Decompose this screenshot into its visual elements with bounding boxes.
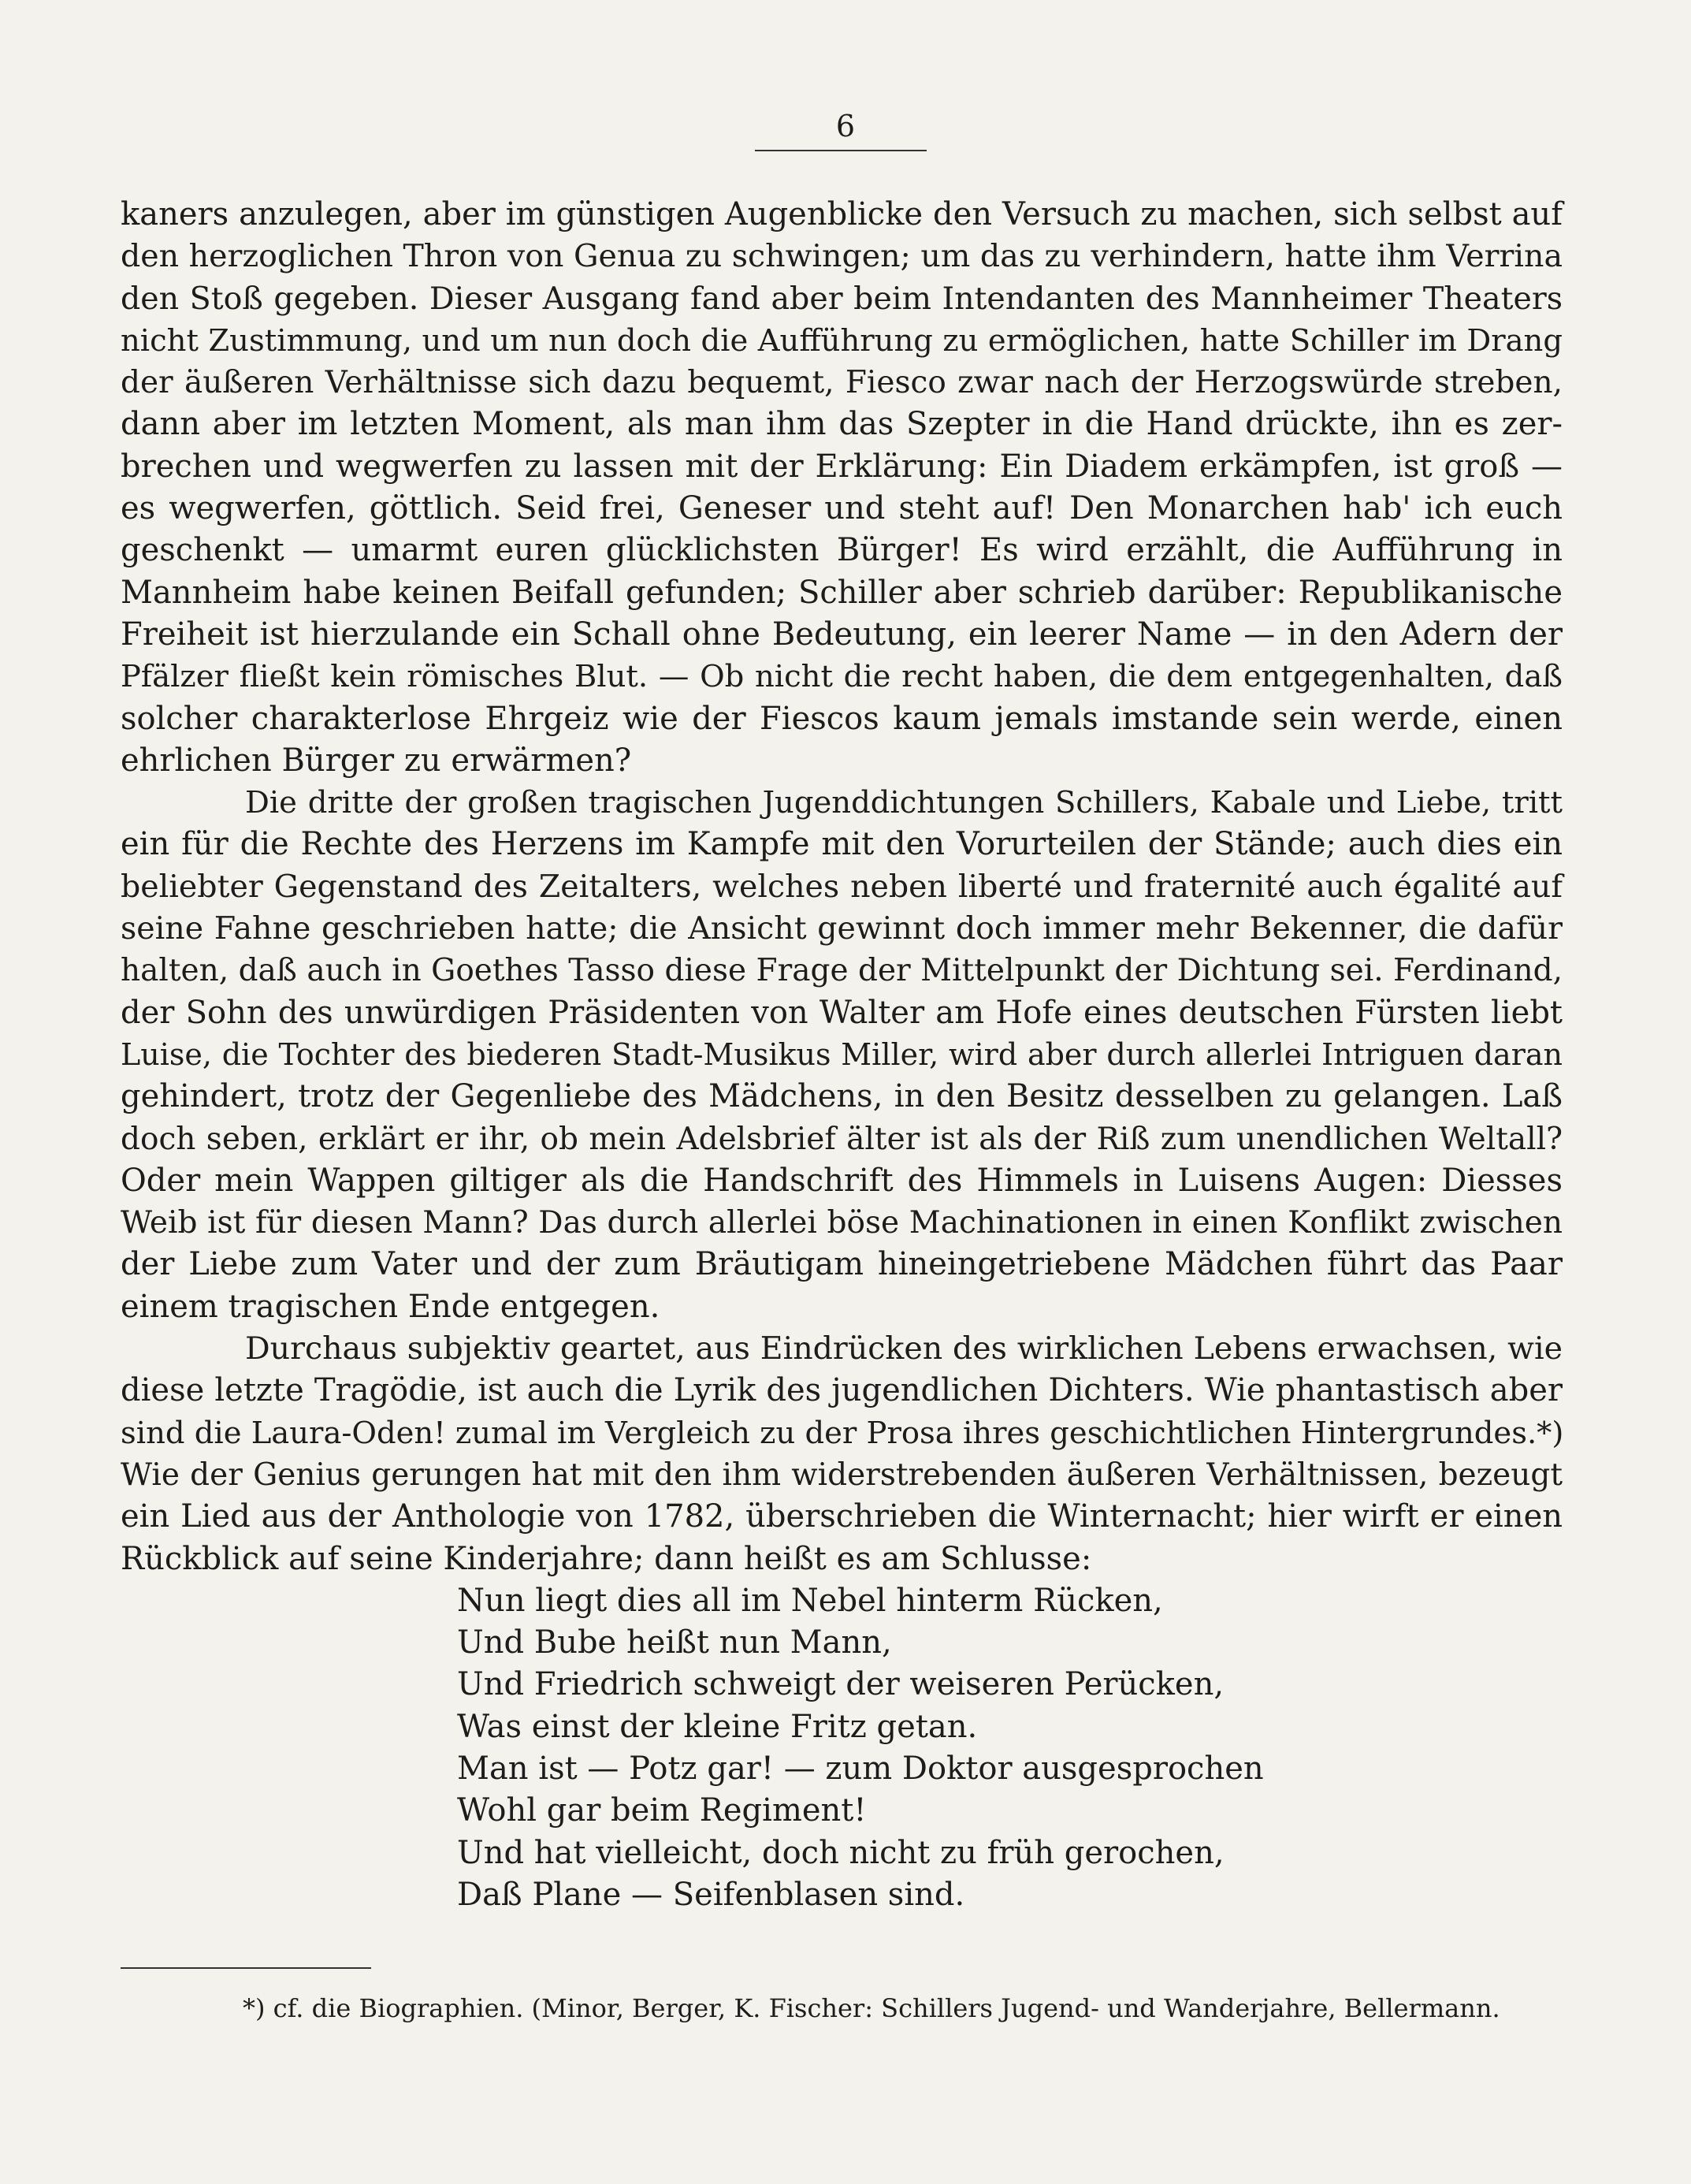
text-line: der äußeren Verhältnisse sich dazu bequemt, Fiesco zwar nach der Herzogswürde streben, [121,365,1563,401]
footnote: *) cf. die Biographien. (Minor, Berger, K. Fischer: Schillers Jugend- und Wanderjahre, Bellermann. [243,1993,1500,2023]
text-line: Durchaus subjektiv geartet, aus Eindrücken des wirklichen Lebens erwachsen, wie [245,1330,1563,1367]
text-line: Oder mein Wappen giltiger als die Handschrift des Himmels in Luisens Augen: Diesses [121,1162,1563,1199]
text-line: Wie der Genius gerungen hat mit den ihm widerstrebenden äußeren Verhältnissen, bezeugt [121,1457,1563,1493]
text-line: solcher charakterlose Ehrgeiz wie der Fiescos kaum jemals imstande sein werde, einen [121,700,1563,737]
text-line: dann aber im letzten Moment, als man ihm das Szepter in die Hand drückte, ihn es zer- [121,406,1563,443]
page-number: 6 [835,109,856,143]
verse-line: Daß Plane — Seifenblasen sind. [457,1876,965,1913]
text-line: Pfälzer fließt kein römisches Blut. — Ob nicht die recht haben, die dem entgegenhalten, daß [121,659,1563,695]
text-line: Die dritte der großen tragischen Jugenddichtungen Schillers, Kabale und Liebe, tritt [245,785,1563,821]
verse-line: Und Friedrich schweigt der weiseren Perücken, [457,1666,1225,1703]
text-line: gehindert, trotz der Gegenliebe des Mädchens, in den Besitz desselben zu gelangen. Laß [121,1078,1563,1115]
text-line: Mannheim habe keinen Beifall gefunden; Schiller aber schrieb darüber: Republikanische [121,574,1563,611]
text-line: doch seben, erklärt er ihr, ob mein Adelsbrief älter ist als der Riß zum unendlichen Weltall? [121,1121,1563,1157]
verse-line: Und Bube heißt nun Mann, [457,1624,892,1661]
page-number-rule [755,150,927,151]
verse-line: Nun liegt dies all im Nebel hinterm Rücken, [457,1582,1163,1619]
text-line: geschenkt — umarmt euren glücklichsten Bürger! Es wird erzählt, die Aufführung in [121,532,1563,569]
text-line: kaners anzulegen, aber im günstigen Augenblicke den Versuch zu machen, sich selbst auf [121,196,1563,233]
text-line: beliebter Gegenstand des Zeitalters, welches neben liberté und fraternité auch égalité auf [121,868,1563,905]
body-text [121,194,1563,1916]
text-line: brechen und wegwerfen zu lassen mit der Erklärung: Ein Diadem erkämpfen, ist groß — [121,448,1563,485]
text-line: nicht Zustimmung, und um nun doch die Aufführung zu ermöglichen, hatte Schiller im Drang [121,322,1563,359]
text-line: den Stoß gegeben. Dieser Ausgang fand aber beim Intendanten des Mannheimer Theaters [121,280,1563,317]
text-line: sind die Laura-Oden! zumal im Vergleich zu der Prosa ihres geschichtlichen Hintergrundes.*) [121,1415,1564,1451]
text-line: Freiheit ist hierzulande ein Schall ohne Bedeutung, ein leerer Name — in den Adern der [121,616,1563,653]
text-line: Weib ist für diesen Mann? Das durch allerlei böse Machinationen in einen Konflikt zwischen [121,1205,1563,1241]
footnote-rule [121,1967,371,1969]
verse-line: Man ist — Potz gar! — zum Doktor ausgesprochen [457,1750,1264,1787]
verse-line: Und hat vielleicht, doch nicht zu früh gerochen, [457,1834,1225,1871]
text-line: diese letzte Tragödie, ist auch die Lyrik des jugendlichen Dichters. Wie phantastisch aber [121,1372,1563,1409]
text-line: Rückblick auf seine Kinderjahre; dann heißt es am Schlusse: [121,1540,1092,1577]
verse-line: Was einst der kleine Fritz getan. [457,1708,978,1745]
text-line: einem tragischen Ende entgegen. [121,1288,660,1325]
text-line: seine Fahne geschrieben hatte; die Ansicht gewinnt doch immer mehr Bekenner, die dafür [121,910,1563,947]
text-line: ein Lied aus der Anthologie von 1782, überschrieben die Winternacht; hier wirft er einen [121,1498,1563,1535]
text-line: der Liebe zum Vater und der zum Bräutigam hineingetriebene Mädchen führt das Paar [121,1246,1563,1283]
text-line: der Sohn des unwürdigen Präsidenten von Walter am Hofe eines deutschen Fürsten liebt [121,994,1563,1031]
text-line: Luise, die Tochter des biederen Stadt-Musikus Miller, wird aber durch allerlei Intriguen daran [121,1036,1563,1072]
text-line: es wegwerfen, göttlich. Seid frei, Geneser und steht auf! Den Monarchen hab' ich euch [121,490,1563,527]
text-line: halten, daß auch in Goethes Tasso diese Frage der Mittelpunkt der Dichtung sei. Ferdinand, [121,953,1563,989]
text-line: ein für die Rechte des Herzens im Kampfe mit den Vorurteilen der Stände; auch dies ein [121,826,1563,863]
verse-line: Wohl gar beim Regiment! [457,1792,867,1829]
text-line: ehrlichen Bürger zu erwärmen? [121,742,632,779]
text-line: den herzoglichen Thron von Genua zu schwingen; um das zu verhindern, hatte ihm Verrina [121,238,1563,275]
